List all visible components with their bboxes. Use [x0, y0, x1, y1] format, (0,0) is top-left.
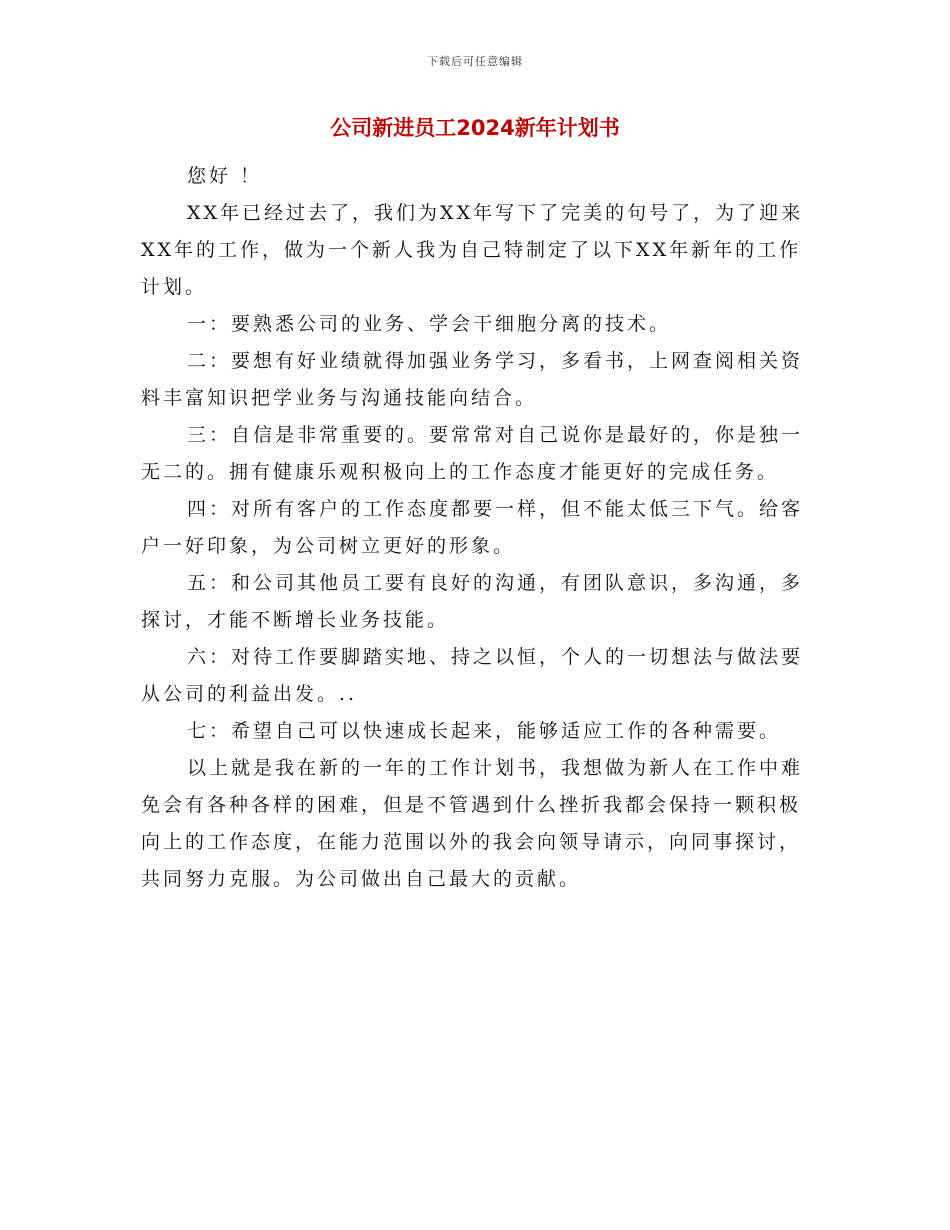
document-title: 公司新进员工2024新年计划书 — [330, 116, 620, 140]
plan-item-7: 七：希望自己可以快速成长起来，能够适应工作的各种需要。 — [187, 720, 782, 742]
plan-item-4: 四：对所有客户的工作态度都要一样，但不能太低三下气。给客户一好印象，为公司树立更好的形象。 — [141, 498, 804, 557]
greeting-paragraph: 您好 ！ — [187, 165, 263, 187]
page-header-note: 下载后可任意编辑 — [427, 55, 523, 68]
plan-item-2: 二：要想有好业绩就得加强业务学习，多看书，上网查阅相关资料丰富知识把学业务与沟通技能向结合。 — [141, 350, 804, 409]
closing-paragraph: 以上就是我在新的一年的工作计划书，我想做为新人在工作中难免会有各种各样的困难，但是不管遇到什么挫折我都会保持一颗积极向上的工作态度，在能力范围以外的我会向领导请示，向同事探讨，共同努力克服。为公司做出自己最大的贡献。 — [141, 757, 804, 890]
plan-item-1: 一：要熟悉公司的业务、学会干细胞分离的技术。 — [187, 313, 672, 335]
plan-item-3: 三：自信是非常重要的。要常常对自己说你是最好的，你是独一无二的。拥有健康乐观积极向上的工作态度才能更好的完成任务。 — [141, 424, 804, 483]
plan-item-6: 六：对待工作要脚踏实地、持之以恒，个人的一切想法与做法要从公司的利益出发。.. — [141, 646, 804, 705]
plan-item-5: 五：和公司其他员工要有良好的沟通，有团队意识，多沟通，多探讨，才能不断增长业务技能。 — [141, 572, 804, 631]
document-body — [141, 158, 811, 898]
intro-paragraph: XX年已经过去了，我们为XX年写下了完美的句号了，为了迎来XX年的工作，做为一个新人我为自己特制定了以下XX年新年的工作计划。 — [141, 202, 804, 298]
